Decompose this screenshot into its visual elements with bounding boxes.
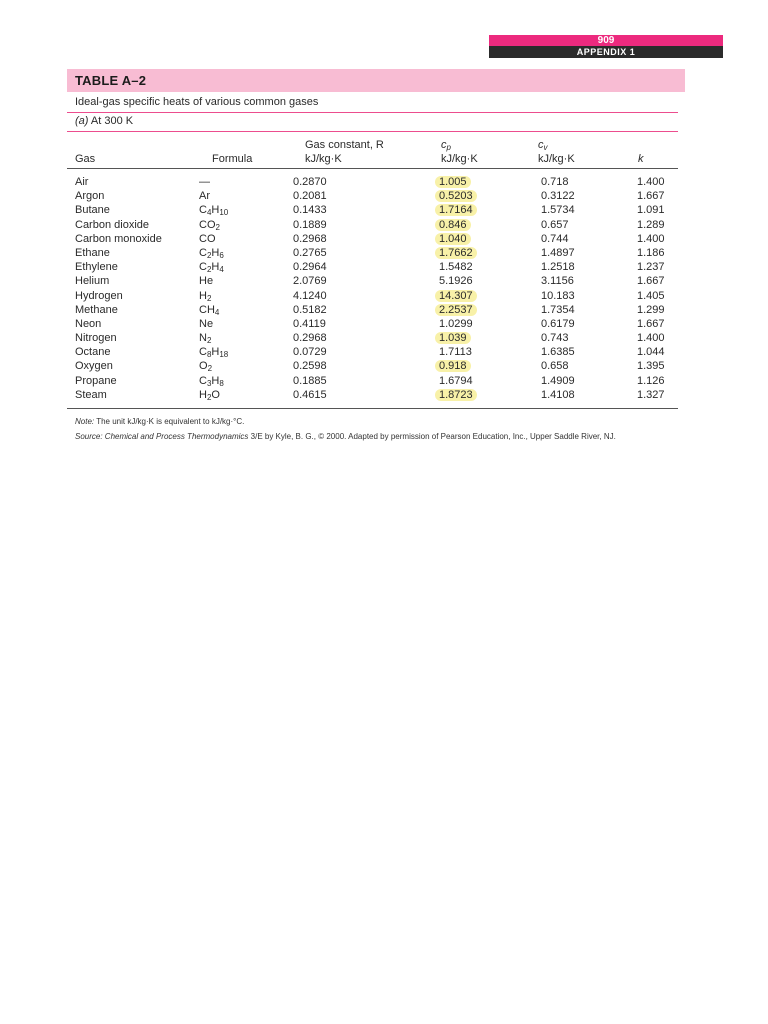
cell-cv-value: 1.6385 [541,346,575,359]
formula-value: CO [199,232,216,245]
table-row [67,359,685,373]
cell-gas-constant-value: 4.1240 [293,289,327,302]
appendix-label: APPENDIX 1 [489,46,723,58]
cell-formula [199,359,212,373]
header-gas: Gas [75,153,96,165]
cell-k-value: 1.237 [637,261,665,274]
formula-value: Ar [199,190,210,203]
cell-formula [199,175,210,189]
header-formula: Formula [212,153,253,165]
cp-highlighted-value: 1.8723 [435,389,477,401]
cell-cv-value: 0.658 [541,360,569,373]
cell-gas-constant-value: 0.4119 [293,317,326,330]
formula-value: $CO_2$ [199,218,220,232]
cell-gas [75,303,118,317]
cell-cv-value: 0.718 [541,176,569,188]
table-label: TABLE A–2 [75,73,147,88]
cell-k-value: 1.667 [637,275,665,288]
cell-gas [75,374,117,388]
cell-cv-value: 1.2518 [541,261,575,274]
cell-cp [439,374,473,388]
cell-k [637,203,665,217]
cell-gas-constant-value: 0.1889 [293,218,327,231]
cell-cv-value: 0.6179 [541,317,575,330]
cell-cv [541,359,569,373]
cell-cp-value: 5.1926 [439,275,473,288]
cell-k-value: 1.667 [637,317,665,330]
cell-k-value: 1.091 [637,204,665,217]
header-rule [67,168,678,169]
cell-k-value: 1.327 [637,388,665,401]
cell-k-value: 1.405 [637,289,665,302]
cell-k [637,317,665,331]
cell-cp [439,317,473,331]
cell-gas [75,274,109,288]
cell-cv-value: 1.4108 [541,388,575,401]
cell-gas-constant [293,388,327,402]
cell-gas-value: Air [75,176,89,188]
cell-cp [439,331,471,345]
table-row [67,388,685,402]
cell-cv-value: 3.1156 [541,275,574,288]
cell-gas-constant-value: 0.4615 [293,388,327,401]
cell-cp-value: 1.5482 [439,261,473,274]
cell-cv [541,203,575,217]
cell-cp [439,175,471,189]
cell-gas [75,359,113,373]
cell-gas-constant-value: 0.2968 [293,232,327,245]
cell-gas-constant [293,246,327,260]
cell-k [637,218,665,232]
cell-formula [199,317,213,331]
cell-formula [199,345,228,359]
cell-gas-value: Butane [75,204,110,217]
cell-k-value: 1.186 [637,246,665,259]
header-r-label: Gas constant, R [305,139,384,151]
formula-value: He [199,275,214,288]
cell-formula [199,203,228,217]
cell-gas-constant [293,374,327,388]
table-row [67,203,685,217]
cell-k [637,359,665,373]
cell-cp [439,345,472,359]
cell-gas [75,388,107,402]
formula-value: Ne [199,317,214,330]
cell-gas [75,175,88,189]
cell-formula [199,189,210,203]
cell-cp [439,203,477,217]
cell-formula [199,232,216,246]
cell-cp [439,274,473,288]
table-banner [67,69,685,92]
header-cp-symbol: c [441,139,447,151]
table-bottom-rule [67,408,678,409]
cell-gas-constant [293,359,327,373]
cell-gas [75,203,110,217]
cell-gas-constant-value: 0.2964 [293,261,327,274]
cell-gas [75,317,101,331]
cell-gas-value: Ethylene [75,261,118,274]
cell-gas-constant-value: 0.2081 [293,190,327,203]
table-row [67,218,685,232]
source-text: 3/E by Kyle, B. G., © 2000. Adapted by permission of Pearson Education, Inc., Upper Saddle River, NJ. [248,432,616,441]
table-row [67,246,685,260]
cell-gas-constant-value: 0.2765 [293,246,327,259]
table-row [67,274,685,288]
cell-gas-constant-value: 0.2968 [293,332,327,345]
cp-highlighted-value: 1.040 [435,233,471,245]
header-r-unit: kJ/kg·K [305,153,342,165]
cell-k-value: 1.400 [637,232,665,245]
cell-formula [199,303,219,317]
cell-cp [439,218,471,232]
cell-gas [75,218,149,232]
cell-k [637,246,665,260]
cell-k [637,331,665,345]
cell-cv [541,274,574,288]
cell-gas-constant [293,189,327,203]
cell-cp [439,388,477,402]
cell-cp-value: 1.7113 [439,346,472,359]
table-caption: Ideal-gas specific heats of various common gases [75,96,319,108]
cell-gas [75,246,110,260]
cell-cv [541,175,569,189]
cell-gas-value: Octane [75,346,111,359]
formula-value: $C_3H_8$ [199,374,224,388]
cell-gas-value: Oxygen [75,360,113,373]
cell-k-value: 1.044 [637,346,665,359]
cell-k [637,374,665,388]
formula-value: $C_8H_{18}$ [199,346,229,360]
cell-gas-value: Steam [75,388,107,401]
cell-cv [541,232,569,246]
table-note [75,417,244,426]
cell-cv-value: 0.743 [541,332,569,345]
cell-gas-constant-value: 2.0769 [293,275,327,288]
header-cv-unit: kJ/kg·K [538,153,575,165]
cell-k [637,388,665,402]
header-cv-symbol: c [538,139,544,151]
subcaption-rule [67,131,678,132]
cp-highlighted-value: 14.307 [435,290,477,302]
cell-k-value: 1.667 [637,190,665,203]
cell-gas-constant [293,232,327,246]
header-cp-unit: kJ/kg·K [441,153,478,165]
formula-value: $O_2$ [199,360,213,374]
cell-gas-constant-value: 0.2870 [293,176,327,188]
cell-gas-constant [293,203,327,217]
cell-gas-constant-value: 0.0729 [293,346,327,359]
data-table [67,175,685,402]
cell-k-value: 1.400 [637,176,665,188]
table-row [67,175,685,189]
cell-cv [541,331,569,345]
cell-cp [439,303,477,317]
cell-cp [439,359,471,373]
table-row [67,317,685,331]
cell-formula [199,374,224,388]
cell-gas-constant [293,274,327,288]
formula-value: $H_2O$ [199,388,220,402]
cell-cv [541,374,575,388]
cell-gas [75,345,110,359]
cp-highlighted-value: 2.2537 [435,304,477,316]
table-source [75,432,616,441]
cell-k [637,345,665,359]
cell-cp [439,289,477,303]
source-label: Source: [75,432,103,441]
cell-cv-value: 0.3122 [541,190,575,203]
cp-highlighted-value: 0.846 [435,219,471,231]
cell-gas-value: Methane [75,303,118,316]
cell-gas-value: Carbon monoxide [75,232,162,245]
cell-cv-value: 1.4897 [541,246,575,259]
cell-cv-value: 10.183 [541,289,575,302]
table-row [67,289,685,303]
cell-cp [439,232,471,246]
cell-gas-constant [293,303,327,317]
cell-k-value: 1.395 [637,360,665,373]
cell-gas-constant [293,317,326,331]
cell-gas [75,331,117,345]
table-row [67,232,685,246]
cell-gas-constant-value: 0.1433 [293,204,327,217]
caption-rule [67,112,678,113]
cell-gas-value: Argon [75,190,105,203]
header-cp [441,139,451,151]
table-row [67,260,685,274]
formula-value: $CH_4$ [199,303,220,317]
cell-gas-constant [293,345,327,359]
cell-formula [199,388,220,402]
cell-cp-value: 1.0299 [439,317,473,330]
table-row [67,303,685,317]
page-header [489,35,723,58]
cp-highlighted-value: 0.5203 [435,190,477,202]
cell-gas-constant [293,218,327,232]
header-k: k [638,153,644,165]
cell-formula [199,260,224,274]
cell-cv [541,388,575,402]
cell-cv [541,303,575,317]
cell-gas-constant-value: 0.1885 [293,374,327,387]
cell-cv-value: 1.4909 [541,374,575,387]
cell-cv [541,246,575,260]
cell-cp [439,189,477,203]
cell-gas-constant [293,289,327,303]
cell-k-value: 1.126 [637,374,665,387]
cell-k [637,189,665,203]
cell-gas-constant-value: 0.5182 [293,303,327,316]
header-cp-subscript: p [446,143,451,152]
cell-gas-value: Neon [75,317,102,330]
cell-k-value: 1.299 [637,303,665,316]
note-label: Note: [75,417,95,426]
subcaption-text: At 300 K [88,115,134,127]
formula-value: $C_2H_4$ [199,261,224,275]
cell-cv [541,189,575,203]
cell-k [637,175,665,189]
cell-formula [199,246,224,260]
formula-value: $C_2H_6$ [199,246,224,260]
page-number: 909 [489,35,723,46]
cell-cv [541,317,575,331]
cell-k-value: 1.289 [637,218,665,231]
cell-cv-value: 1.5734 [541,204,575,217]
cell-k [637,274,665,288]
cell-cv-value: 1.7354 [541,303,575,316]
table-subcaption [75,115,133,127]
cell-formula [199,274,213,288]
cp-highlighted-value: 1.7164 [435,204,477,216]
table-row [67,345,685,359]
table-row [67,374,685,388]
cell-cv [541,260,575,274]
cp-highlighted-value: 1.005 [435,176,471,188]
cell-formula [199,289,211,303]
cp-highlighted-value: 1.7662 [435,247,477,259]
cell-gas [75,260,118,274]
cell-gas-constant [293,175,327,189]
cp-highlighted-value: 1.039 [435,332,471,344]
cell-k [637,232,665,246]
cell-gas-value: Nitrogen [75,332,117,345]
cell-cp [439,246,477,260]
cell-k-value: 1.400 [637,332,665,345]
source-title: Chemical and Process Thermodynamics [102,432,249,441]
cell-k [637,303,665,317]
subcaption-letter: (a) [75,115,89,127]
formula-value: — [199,176,210,188]
cp-highlighted-value: 0.918 [435,360,471,372]
cell-cv-value: 0.657 [541,218,569,231]
formula-value: $C_4H_{10}$ [199,204,229,218]
header-cv-subscript: v [543,143,548,152]
cell-gas-constant [293,331,327,345]
header-cv [538,139,548,151]
cell-gas-value: Ethane [75,246,110,259]
header-gas-constant [305,139,384,151]
cell-gas [75,232,162,246]
cell-gas [75,189,104,203]
note-text: The unit kJ/kg·K is equivalent to kJ/kg·°C. [94,417,245,426]
cell-formula [199,218,220,232]
cell-cv-value: 0.744 [541,232,569,245]
cell-formula [199,331,211,345]
cell-gas-value: Hydrogen [75,289,123,302]
cell-gas-constant [293,260,327,274]
cell-k [637,260,665,274]
cell-gas-constant-value: 0.2598 [293,360,327,373]
cell-cp-value: 1.6794 [439,374,473,387]
cell-gas [75,289,123,303]
cell-cv [541,289,575,303]
cell-cp [439,260,473,274]
cell-cv [541,345,575,359]
cell-cv [541,218,569,232]
formula-value: $H_2$ [199,289,212,303]
table-row [67,189,685,203]
cell-gas-value: Carbon dioxide [75,218,149,231]
table-row [67,331,685,345]
formula-value: $N_2$ [199,332,212,346]
cell-gas-value: Helium [75,275,110,288]
cell-k [637,289,665,303]
cell-gas-value: Propane [75,374,117,387]
